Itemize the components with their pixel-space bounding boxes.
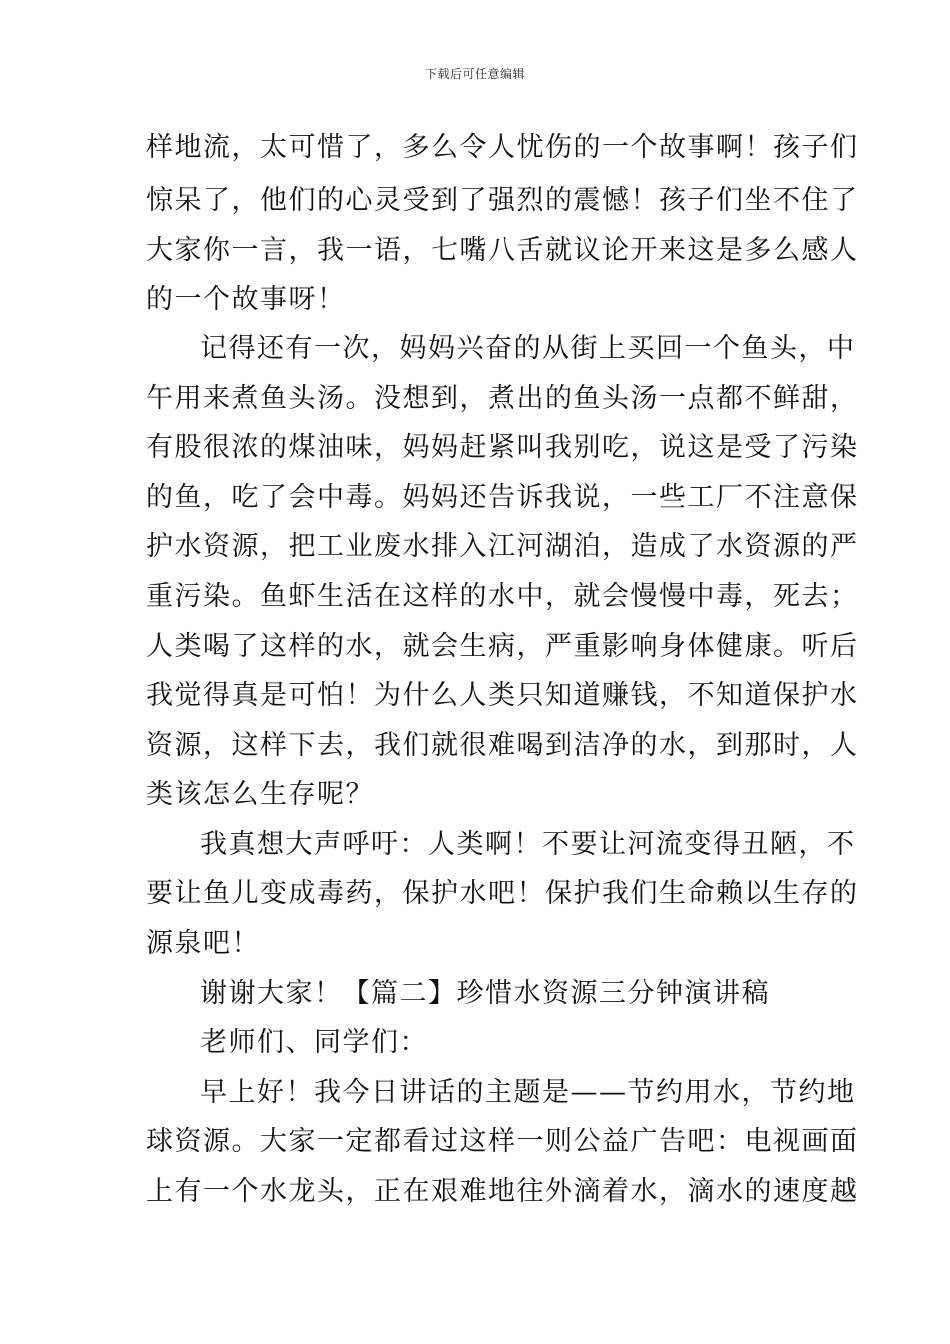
text-line: 上有一个水龙头，正在艰难地往外滴着水，滴水的速度越 bbox=[146, 1176, 859, 1207]
text-line: 我觉得真是可怕！为什么人类只知道赚钱，不知道保护水 bbox=[146, 680, 859, 711]
page-header: 下载后可任意编辑 bbox=[424, 67, 525, 81]
text-line: 有股很浓的煤油味，妈妈赶紧叫我别吃，说这是受了污染 bbox=[146, 432, 859, 463]
text-line: 样地流，太可惜了，多么令人忧伤的一个故事啊！孩子们 bbox=[146, 132, 859, 163]
section-title-line: 谢谢大家！【篇二】珍惜水资源三分钟演讲稿 bbox=[200, 978, 770, 1009]
text-line: 人类喝了这样的水，就会生病，严重影响身体健康。听后 bbox=[146, 631, 859, 662]
text-line: 源泉吧！ bbox=[146, 928, 260, 959]
text-line: 的一个故事呀！ bbox=[146, 284, 346, 315]
salutation-line: 老师们、同学们： bbox=[200, 1027, 428, 1058]
text-line: 资源，这样下去，我们就很难喝到洁净的水，到那时，人 bbox=[146, 730, 859, 761]
text-line: 球资源。大家一定都看过这样一则公益广告吧：电视画面 bbox=[146, 1126, 859, 1157]
text-line: 类该怎么生存呢？ bbox=[146, 779, 374, 810]
text-line: 要让鱼儿变成毒药，保护水吧！保护我们生命赖以生存的 bbox=[146, 878, 859, 909]
text-line: 惊呆了，他们的心灵受到了强烈的震憾！孩子们坐不住了 bbox=[146, 185, 859, 216]
text-line: 的鱼，吃了会中毒。妈妈还告诉我说，一些工厂不注意保 bbox=[146, 482, 859, 513]
paragraph-first-line: 早上好！我今日讲话的主题是——节约用水，节约地 bbox=[200, 1077, 856, 1108]
text-line: 午用来煮鱼头汤。没想到，煮出的鱼头汤一点都不鲜甜， bbox=[146, 383, 859, 414]
text-line: 重污染。鱼虾生活在这样的水中，就会慢慢中毒，死去； bbox=[146, 581, 859, 612]
paragraph-first-line: 我真想大声呼吁：人类啊！不要让河流变得丑陋，不 bbox=[200, 829, 856, 860]
paragraph-first-line: 记得还有一次，妈妈兴奋的从街上买回一个鱼头，中 bbox=[200, 333, 856, 364]
text-line: 护水资源，把工业废水排入江河湖泊，造成了水资源的严 bbox=[146, 531, 859, 562]
text-line: 大家你一言，我一语，七嘴八舌就议论开来这是多么感人 bbox=[146, 235, 859, 266]
